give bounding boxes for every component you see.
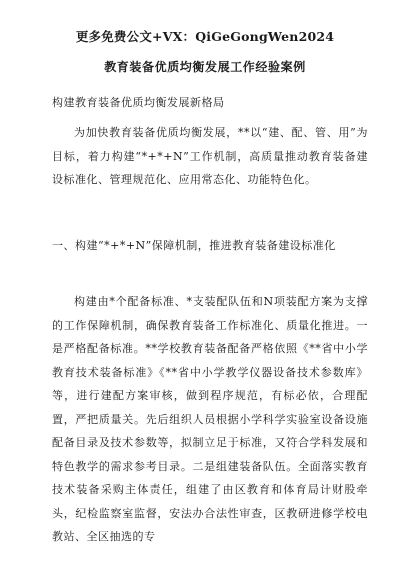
promo-header: 更多免费公文+VX：QiGeGongWen2024 [75, 29, 335, 44]
sub-heading: 构建教育装备优质均衡发展新格局 [52, 96, 225, 109]
intro-paragraph: 为加快教育装备优质均衡发展，**以“建、配、管、用”为目标，着力构建“*+*+N”工作机制，高质量推动教育装备建设标准化、管理规范化、应用常态化、功能特色化。 [52, 126, 368, 186]
section-paragraph: 构建由*个配备标准、*支装配队伍和N项装配方案为支撑的工作保障机制，确保教育装备工作标准化、质量化推进。一是严格配备标准。**学校教育装备配备严格依照《**省中小学教育技术装备标准》《**省中小学教学仪器设备技术参数库》等，进行建配方案审核，做到程序规范，有标必依，合理配置，严把质量关。先后组织人员根据小学科学实验室设备设施配备目录及技术参数等，拟制立足于标准，又符合学科发展和特色教学的需求参考目录。二是组建装备队伍。全面落实教育技术装备采购主体责任，组建了由区教育和体育局计财股牵头，纪检监察室监督，安法办合法性审查，区教研进修学校电教站、全区抽选的专 [52, 295, 368, 543]
section-heading: 一、构建“*+*+N”保障机制，推进教育装备建设标准化 [52, 239, 336, 252]
document-title: 教育装备优质均衡发展工作经验案例 [104, 60, 306, 74]
